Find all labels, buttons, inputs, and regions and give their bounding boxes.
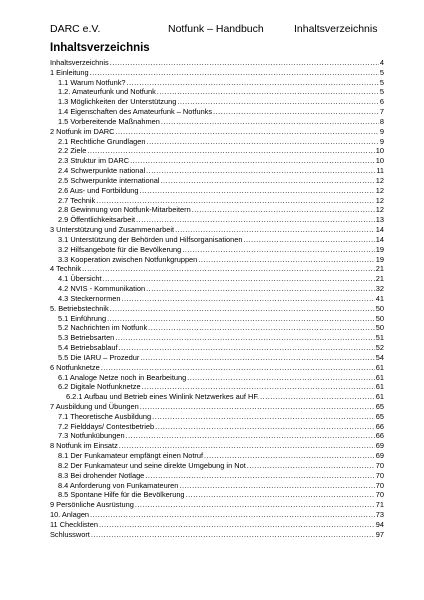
toc-entry-page: 54 <box>375 352 384 362</box>
toc-leader-dots <box>119 343 375 353</box>
toc-leader-dots <box>142 382 375 392</box>
toc-entry-page: 19 <box>375 244 384 254</box>
toc-leader-dots <box>119 441 375 451</box>
toc-entry-title: 1.5 Vorbereitende Maßnahmen <box>58 116 160 126</box>
toc-leader-dots <box>243 235 374 245</box>
toc-entry-page: 8 <box>379 116 384 126</box>
toc-entry-title: 4 Technik <box>50 264 82 274</box>
toc-entry-title: 2.4 Schwerpunkte national <box>58 166 146 176</box>
toc-leader-dots <box>90 68 379 78</box>
toc-entry[interactable] <box>50 87 384 97</box>
toc-entry-page: 4 <box>379 58 384 67</box>
toc-entry-title: 1 Einleitung <box>50 67 89 77</box>
toc-leader-dots <box>148 323 375 333</box>
toc-entry-page: 5 <box>379 67 384 77</box>
toc-leader-dots <box>247 461 375 471</box>
toc-entry[interactable] <box>50 333 384 343</box>
toc-entry[interactable] <box>50 107 384 117</box>
toc-entry[interactable] <box>50 412 384 422</box>
toc-entry-title: Schlusswort <box>50 529 90 539</box>
header-document-title: Notfunk – Handbuch <box>168 23 264 35</box>
toc-leader-dots <box>115 127 378 137</box>
toc-entry-page: 11 <box>376 166 384 176</box>
toc-leader-dots <box>121 294 374 304</box>
toc-entry-title: 2.6 Aus- und Fortbildung <box>58 185 139 195</box>
toc-entry-title: 8.4 Anforderung von Funkamateuren <box>58 480 179 490</box>
toc-entry-page: 50 <box>375 313 384 323</box>
table-of-contents <box>50 58 384 540</box>
toc-leader-dots <box>213 107 379 117</box>
toc-entry-title: 1.4 Eigenschaften des Amateurfunk – Notfunks <box>58 107 213 117</box>
toc-entry-page: 70 <box>375 480 384 490</box>
toc-entry-page: 66 <box>375 421 384 431</box>
toc-entry-title: 8.5 Spontane Hilfe für die Bevölkerung <box>58 490 185 500</box>
toc-entry-title: 5.5 Die IARU – Prozedur <box>58 352 140 362</box>
toc-entry-title: 7.1 Theoretische Ausbildung <box>58 411 152 421</box>
toc-entry-page: 21 <box>375 264 384 274</box>
toc-leader-dots <box>145 471 374 481</box>
toc-entry[interactable] <box>50 245 384 255</box>
toc-leader-dots <box>260 392 375 402</box>
toc-entry-page: 41 <box>375 293 384 303</box>
toc-entry[interactable] <box>50 373 384 383</box>
toc-entry-title: 3.2 Hilfsangebote für die Bevölkerung <box>58 244 182 254</box>
toc-entry-title: 2.9 Öffentlichkeitsarbeit <box>58 215 136 225</box>
toc-entry[interactable] <box>50 510 384 520</box>
toc-entry-title: 2.7 Technik <box>58 195 96 205</box>
toc-entry[interactable] <box>50 137 384 147</box>
toc-entry[interactable] <box>50 343 384 353</box>
toc-entry-page: 66 <box>375 431 384 441</box>
toc-entry-page: 12 <box>375 185 384 195</box>
toc-entry[interactable] <box>50 127 384 137</box>
toc-leader-dots <box>82 264 375 274</box>
toc-leader-dots <box>90 510 375 520</box>
toc-entry[interactable] <box>50 402 384 412</box>
toc-entry[interactable] <box>50 284 384 294</box>
toc-leader-dots <box>110 304 375 314</box>
toc-entry-title: 8.3 Bei drohender Notlage <box>58 470 145 480</box>
toc-entry-page: 50 <box>375 303 384 313</box>
toc-entry-page: 61 <box>375 382 384 392</box>
toc-leader-dots <box>136 215 375 225</box>
toc-leader-dots <box>175 225 375 235</box>
toc-entry-title: 3 Unterstützung und Zusammenarbeit <box>50 225 175 235</box>
toc-leader-dots <box>91 530 375 540</box>
toc-leader-dots <box>204 451 375 461</box>
toc-leader-dots <box>110 58 379 68</box>
toc-entry-page: 14 <box>375 234 384 244</box>
toc-entry-page: 21 <box>375 274 384 284</box>
toc-leader-dots <box>161 117 379 127</box>
toc-entry[interactable] <box>50 382 384 392</box>
toc-leader-dots <box>146 284 375 294</box>
toc-leader-dots <box>103 274 375 284</box>
toc-entry[interactable] <box>50 323 384 333</box>
toc-leader-dots <box>96 196 375 206</box>
toc-entry[interactable] <box>50 451 384 461</box>
toc-entry-title: 8.2 Der Funkamateur und seine direkte Umgebung in Not <box>58 460 246 470</box>
toc-entry-title: 7.2 Fielddays/ Contestbetrieb <box>58 421 155 431</box>
toc-entry-title: 6.1 Analoge Netze noch in Bearbeitung <box>58 372 187 382</box>
toc-entry[interactable] <box>50 196 384 206</box>
page-header <box>50 23 380 37</box>
toc-entry-title: 5.2 Nachrichten im Notfunk <box>58 323 148 333</box>
toc-entry[interactable] <box>50 68 384 78</box>
toc-entry-page: 70 <box>375 490 384 500</box>
toc-entry-page: 69 <box>375 441 384 451</box>
toc-entry-page: 61 <box>375 392 384 402</box>
toc-entry[interactable] <box>50 500 384 510</box>
toc-leader-dots <box>157 87 379 97</box>
toc-entry-page: 50 <box>375 323 384 333</box>
toc-entry-title: 3.3 Kooperation zwischen Notfunkgruppen <box>58 254 198 264</box>
toc-entry[interactable] <box>50 294 384 304</box>
toc-entry-title: 9 Persönliche Ausrüstung <box>50 500 134 510</box>
toc-entry[interactable] <box>50 431 384 441</box>
toc-entry-title: 2.1 Rechtliche Grundlagen <box>58 136 146 146</box>
toc-entry-title: 5.1 Einführung <box>58 313 107 323</box>
toc-entry-page: 71 <box>375 500 384 510</box>
toc-leader-dots <box>140 402 375 412</box>
toc-leader-dots <box>192 205 375 215</box>
toc-entry[interactable] <box>50 314 384 324</box>
toc-leader-dots <box>155 422 375 432</box>
toc-entry[interactable] <box>50 471 384 481</box>
toc-entry-page: 70 <box>375 470 384 480</box>
toc-entry[interactable] <box>50 78 384 88</box>
toc-entry-title: 1.1 Warum Notfunk? <box>58 77 126 87</box>
toc-entry-page: 5 <box>379 87 384 97</box>
toc-entry-title: 6.2.1 Aufbau und Betrieb eines Winlink Netzwerkes auf HF. <box>66 392 260 402</box>
toc-entry-title: 4.2 NVIS - Kommunikation <box>58 284 146 294</box>
page-title: Inhaltsverzeichnis <box>50 42 150 54</box>
toc-leader-dots <box>186 490 375 500</box>
toc-entry-page: 97 <box>375 529 384 539</box>
header-section-title: Inhaltsverzeichnis <box>294 23 378 35</box>
toc-entry-page: 12 <box>375 205 384 215</box>
toc-entry-page: 73 <box>375 510 384 520</box>
toc-entry-title: 8 Notfunk im Einsatz <box>50 441 118 451</box>
toc-entry[interactable] <box>50 274 384 284</box>
toc-entry-page: 9 <box>379 136 384 146</box>
toc-entry[interactable] <box>50 461 384 471</box>
toc-leader-dots <box>140 353 374 363</box>
toc-entry[interactable] <box>50 392 384 402</box>
toc-entry-title: 2.8 Gewinnung von Notfunk-Mitarbeitern <box>58 205 191 215</box>
toc-entry-page: 61 <box>375 362 384 372</box>
toc-leader-dots <box>160 176 374 186</box>
toc-entry-title: 7.3 Notfunkübungen <box>58 431 125 441</box>
toc-entry-page: 70 <box>375 460 384 470</box>
toc-leader-dots <box>87 146 374 156</box>
toc-entry-page: 32 <box>375 284 384 294</box>
toc-entry[interactable] <box>50 166 384 176</box>
toc-entry-page: 65 <box>375 401 384 411</box>
toc-entry[interactable] <box>50 264 384 274</box>
toc-leader-dots <box>146 166 375 176</box>
toc-leader-dots <box>130 156 375 166</box>
toc-entry[interactable] <box>50 58 384 68</box>
toc-entry[interactable] <box>50 205 384 215</box>
toc-entry-title: 2.2 Ziele <box>58 146 87 156</box>
toc-entry-page: 9 <box>379 126 384 136</box>
toc-entry-title: 2 Notfunk im DARC <box>50 126 115 136</box>
toc-leader-dots <box>140 186 375 196</box>
toc-leader-dots <box>126 431 375 441</box>
toc-entry-title: 10. Anlagen <box>50 510 90 520</box>
toc-leader-dots <box>99 520 375 530</box>
toc-entry-title: 2.3 Struktur im DARC <box>58 156 130 166</box>
toc-entry-title: Inhaltsverzeichnis <box>50 58 109 67</box>
toc-entry-page: 7 <box>379 107 384 117</box>
toc-entry-title: 2.5 Schwerpunkte international <box>58 175 160 185</box>
toc-entry-title: 1.2. Amateurfunk und Notfunk <box>58 87 156 97</box>
toc-entry[interactable] <box>50 441 384 451</box>
toc-entry-title: 6 Notfunknetze <box>50 362 100 372</box>
toc-leader-dots <box>182 245 375 255</box>
toc-entry-title: 5.4 Betriebsablauf <box>58 343 118 353</box>
toc-leader-dots <box>147 137 379 147</box>
toc-entry-page: 69 <box>375 451 384 461</box>
toc-leader-dots <box>127 78 379 88</box>
toc-leader-dots <box>115 333 374 343</box>
toc-entry-page: 65 <box>375 411 384 421</box>
toc-entry[interactable] <box>50 225 384 235</box>
toc-entry-page: 13 <box>375 215 384 225</box>
toc-entry-page: 5 <box>379 77 384 87</box>
toc-entry-page: 12 <box>375 175 384 185</box>
toc-entry[interactable] <box>50 97 384 107</box>
toc-entry-page: 12 <box>375 195 384 205</box>
toc-entry-page: 94 <box>375 519 384 529</box>
toc-entry[interactable] <box>50 490 384 500</box>
toc-entry-title: 4.3 Steckernormen <box>58 293 121 303</box>
toc-leader-dots <box>177 97 379 107</box>
toc-leader-dots <box>101 363 375 373</box>
toc-entry[interactable] <box>50 481 384 491</box>
toc-leader-dots <box>152 412 375 422</box>
toc-entry-title: 3.1 Unterstützung der Behörden und Hilfsorganisationen <box>58 234 243 244</box>
toc-entry[interactable] <box>50 156 384 166</box>
toc-entry-page: 10 <box>375 146 384 156</box>
toc-entry[interactable] <box>50 353 384 363</box>
header-organization: DARC e.V. <box>50 23 101 35</box>
toc-entry-title: 5.3 Betriebsarten <box>58 333 115 343</box>
toc-entry-title: 1.3 Möglichkeiten der Unterstützung <box>58 97 177 107</box>
toc-leader-dots <box>187 373 375 383</box>
toc-entry-title: 5. Betriebstechnik <box>50 303 109 313</box>
toc-entry-page: 19 <box>375 254 384 264</box>
toc-entry[interactable] <box>50 520 384 530</box>
toc-leader-dots <box>198 255 374 265</box>
toc-entry-page: 52 <box>375 343 384 353</box>
toc-entry[interactable] <box>50 255 384 265</box>
toc-entry[interactable] <box>50 530 384 540</box>
toc-leader-dots <box>107 314 375 324</box>
toc-entry-page: 10 <box>375 156 384 166</box>
toc-entry-page: 14 <box>375 225 384 235</box>
toc-entry-title: 4.1 Übersicht <box>58 274 102 284</box>
toc-entry[interactable] <box>50 235 384 245</box>
toc-leader-dots <box>179 481 374 491</box>
toc-entry-title: 7 Ausbildung und Übungen <box>50 401 139 411</box>
toc-entry-title: 11 Checklisten <box>50 519 98 529</box>
toc-entry[interactable] <box>50 422 384 432</box>
toc-entry[interactable] <box>50 186 384 196</box>
toc-entry-title: 6.2 Digitale Notfunknetze <box>58 382 141 392</box>
toc-entry-page: 6 <box>379 97 384 107</box>
toc-leader-dots <box>135 500 375 510</box>
toc-entry[interactable] <box>50 215 384 225</box>
toc-entry-page: 51 <box>375 333 384 343</box>
toc-entry[interactable] <box>50 117 384 127</box>
toc-entry[interactable] <box>50 363 384 373</box>
toc-entry[interactable] <box>50 176 384 186</box>
toc-entry-title: 8.1 Der Funkamateur empfängt einen Notruf <box>58 451 204 461</box>
toc-entry[interactable] <box>50 304 384 314</box>
toc-entry-page: 61 <box>375 372 384 382</box>
toc-entry[interactable] <box>50 146 384 156</box>
